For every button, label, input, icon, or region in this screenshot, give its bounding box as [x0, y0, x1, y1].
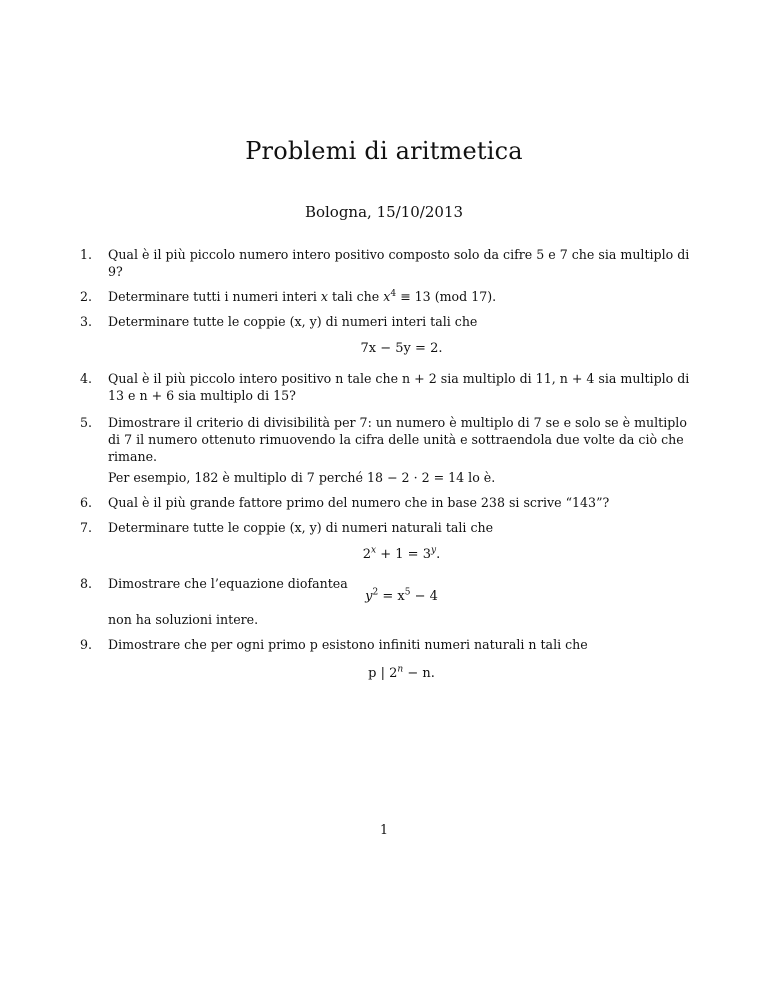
- problem-1: [80, 246, 695, 280]
- problem-number: 7.: [80, 520, 93, 535]
- problem-text: tali che: [328, 289, 384, 304]
- display-equation: $y^2 = x^5 - 4$: [365, 587, 438, 604]
- problem-number: 5.: [80, 415, 93, 430]
- problem-text: Qual è il più grande fattore primo del numero che in base 238 si scrive “143”?: [108, 495, 610, 510]
- problem-9: [80, 636, 695, 682]
- problem-8: [80, 575, 695, 628]
- problem-text: Determinare tutte le coppie (x, y) di numeri naturali tali che: [108, 520, 494, 535]
- problem-text: Dimostrare che l’equazione diofantea: [108, 576, 348, 591]
- document-title: Problemi di aritmetica: [245, 137, 523, 165]
- problem-number: 1.: [80, 247, 93, 262]
- page-number: 1: [379, 822, 388, 837]
- problem-example: Per esempio, 182 è multiplo di 7 perché 18 − 2 · 2 = 14 lo è.: [108, 470, 496, 485]
- problem-5: [80, 414, 695, 486]
- display-equation: $2^x + 1 = 3^y$.: [362, 545, 441, 562]
- math-expression: ≡ 13 (mod 17).: [396, 289, 497, 304]
- problem-4: [80, 370, 695, 404]
- problem-list: [80, 246, 695, 682]
- math-variable: x: [320, 289, 328, 304]
- problem-text: Determinare tutte le coppie (x, y) di numeri interi tali che: [108, 314, 478, 329]
- document-date: Bologna, 15/10/2013: [304, 203, 464, 221]
- problem-number: 9.: [80, 637, 93, 652]
- problem-3: [80, 313, 695, 357]
- problem-text: Dimostrare che per ogni primo p esistono infiniti numeri naturali n tali che: [108, 637, 588, 652]
- problem-6: [80, 494, 695, 511]
- problem-number: 2.: [80, 289, 93, 304]
- problem-7: [80, 519, 695, 563]
- problem-number: 6.: [80, 495, 93, 510]
- math-exponent: 4: [390, 288, 397, 299]
- problem-text: non ha soluzioni intere.: [108, 612, 259, 627]
- problem-number: 4.: [80, 371, 93, 386]
- display-equation: p | $2^n - n$.: [368, 664, 435, 681]
- problem-number: 8.: [80, 576, 93, 591]
- problem-2: [80, 288, 695, 305]
- math-base: x: [383, 289, 391, 304]
- problem-text: Determinare tutti i numeri interi: [108, 289, 321, 304]
- problem-text: Qual è il più piccolo intero positivo n tale che n + 2 sia multiplo di 11, n + 4 sia multiplo di 13 e n + 6 sia multiplo di 15?: [108, 371, 690, 403]
- display-equation: 7x − 5y = 2.: [360, 341, 443, 356]
- problem-text: Dimostrare il criterio di divisibilità per 7: un numero è multiplo di 7 se e solo se è multiplo di 7 il numero ottenuto rimuovendo la cifra delle unità e sottraendola due volte da ciò che rimane.: [108, 415, 687, 464]
- problem-number: 3.: [80, 314, 93, 329]
- problem-text: Qual è il più piccolo numero intero positivo composto solo da cifre 5 e 7 che sia multiplo di 9?: [108, 247, 690, 279]
